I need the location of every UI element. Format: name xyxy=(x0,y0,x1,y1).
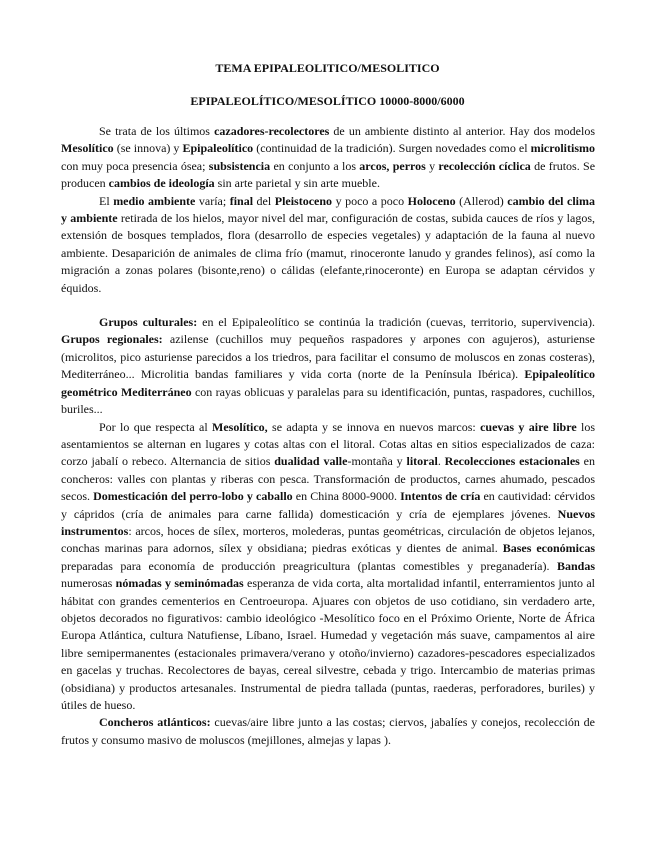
text-run: cuevas/aire libre junto a las costas; ciervos, jabalíes y conejos, recolección de frutos y consumo masivo de moluscos (mejillones, almejas y lapas ). xyxy=(61,715,595,747)
bold-term: cazadores-recolectores xyxy=(214,124,330,138)
bold-term: medio ambiente xyxy=(113,193,196,208)
document-body xyxy=(61,123,595,749)
paragraph-intro xyxy=(61,123,595,193)
bold-term: cambio del clima y ambiente xyxy=(61,193,595,226)
bold-term: litoral xyxy=(406,454,438,469)
text-run: -montaña y xyxy=(347,454,407,469)
bold-term: cambios de ideología xyxy=(108,176,215,191)
bold-term: Mesolítico, xyxy=(212,419,268,434)
paragraph-environment xyxy=(61,193,595,297)
text-run: sin arte parietal y sin arte mueble. xyxy=(214,176,380,191)
text-run: y xyxy=(425,158,439,173)
text-run: de un ambiente distinto al anterior. Hay dos modelos xyxy=(329,124,596,138)
text-run: Se trata de los últimos xyxy=(99,124,215,138)
text-run: del xyxy=(253,193,275,208)
text-run: varía; xyxy=(195,193,230,208)
text-run: . xyxy=(437,454,445,469)
bold-term: Bases económicas xyxy=(502,541,596,556)
bold-term: Nuevos instrumentos xyxy=(61,506,595,538)
text-run: azilense (cuchillos muy pequeños raspadores y arpones con agujeros), asturiense (microlitos, pico asturiense parecidos a los triedros, para facilitar el consumo de moluscos en zonas costeras), Mediterráneo... Microlitia bandas familiares y vida corta (norte de la Península Ibérica). xyxy=(61,332,595,382)
text-run: (Allerod) xyxy=(455,193,508,208)
bold-term: Epipaleolítico geométrico Mediterráneo xyxy=(61,367,595,399)
text-run: El xyxy=(99,193,114,208)
section-heading: EPIPALEOLÍTICO/MESOLÍTICO 10000-8000/6000 xyxy=(190,94,465,108)
bold-term: cuevas y aire libre xyxy=(480,419,577,434)
text-run: preparadas para economía de producción preagricultura (plantas comestibles y preganadería). xyxy=(61,558,557,573)
bold-term: Epipaleolítico xyxy=(182,141,254,156)
text-run: y poco a poco xyxy=(332,193,408,208)
text-run: esperanza de vida corta, alta mortalidad infantil, enterramientos junto al hábitat con grandes cementerios en Centroeuropa. Ajuares con objetos de uso cotidiano, sin verdadero arte, objetos decorados no figurativos: cambio ideológico -Mesolítico foco en el Próximo Oriente, Norte de África Europa Atlántica, cultura Natufiense, Líbano, Israel. Humedad y vegetación más suave, campamentos al aire libre semipermanentes (estacionales primavera/verano y otoño/invierno) cazadores-pescadores especializados en gacelas y truchas. Recolectores de bayas, cereal silvestre, cebada y trigo. Intercambio de materias primas (obsidiana) y productos artesanales. Instrumental de piedra tallada (puntas, raederas, perforadores, buriles) y útiles de hueso. xyxy=(61,576,596,712)
bold-term: recolección cíclica xyxy=(438,158,531,173)
text-run: en cautividad: cérvidos y cápridos (cría de animales para carne fallida) domesticación y cría de ejemplares jóvenes. xyxy=(61,489,595,521)
bold-term: microlitismo xyxy=(530,141,596,156)
text-run: los asentamientos se alternan en lugares y cotas altas con el litoral. Cotas altas en sitios especializados de caza: corzo jabalí o rebeco. Alternancia de sitios xyxy=(61,419,595,469)
text-run: numerosas xyxy=(61,576,116,591)
bold-term: Concheros atlánticos: xyxy=(99,715,211,730)
text-run: (se innova) y xyxy=(113,141,183,156)
bold-term: Pleistoceno xyxy=(274,193,333,208)
bold-term: dualidad valle xyxy=(274,454,348,469)
bold-term: Grupos culturales: xyxy=(99,315,198,330)
bold-term: Bandas xyxy=(556,558,595,573)
text-run: con rayas oblicuas y paralelas para su identificación, puntas, raspadores, cuchillos, buriles... xyxy=(61,384,596,417)
bold-term: subsistencia xyxy=(208,158,271,173)
text-run: se adapta y se innova en nuevos marcos: xyxy=(267,419,481,434)
bold-term: Grupos regionales: xyxy=(61,332,163,347)
text-run: con muy poca presencia ósea; xyxy=(61,158,209,173)
text-run: de frutos. Se producen xyxy=(61,158,596,191)
bold-term: Recolecciones estacionales xyxy=(444,454,580,469)
paragraph-atlantic-shell-middens xyxy=(61,714,595,749)
bold-term: Mesolítico xyxy=(61,141,114,156)
text-run: (continuidad de la tradición). Surgen novedades como el xyxy=(253,141,531,156)
page-title: TEMA EPIPALEOLITICO/MESOLITICO xyxy=(215,61,440,75)
text-run: Por lo que respecta al xyxy=(99,419,213,434)
text-run: en conjunto a los xyxy=(270,158,360,173)
bold-term: Domesticación del perro-lobo y caballo xyxy=(93,489,293,504)
bold-term: Intentos de cría xyxy=(400,489,481,504)
text-run: en concheros: valles con plantas y riberas con pesca. Transformación de productos, carnes ahumado, pescados secos. xyxy=(61,454,596,504)
paragraph-cultural-groups xyxy=(61,314,595,418)
text-run: retirada de los hielos, mayor nivel del mar, configuración de costas, subida cauces de ríos y lagos, extensión de bosques templados, flora (desarrollo de especies vegetales) y adaptación de la fauna al nuevo ambiente. Desaparición de animales de clima frío (mamut, rinoceronte lanudo y grandes felinos), así como la migración a zonas polares (bisonte,reno) o cálidas (elefante,rinoceronte) en Europa se adaptan cérvidos y équidos. xyxy=(61,211,595,295)
bold-term: final xyxy=(229,193,254,208)
bold-term: Holoceno xyxy=(407,193,456,208)
paragraph-mesolithic xyxy=(61,419,595,715)
text-run: en el Epipaleolítico se continúa la tradición (cuevas, territorio, supervivencia). xyxy=(197,315,595,330)
bold-term: nómadas y seminómadas xyxy=(115,576,244,591)
text-run: en China 8000-9000. xyxy=(292,489,401,504)
text-run: : arcos, hoces de sílex, morteros, molederas, puntas geométricas, circulación de objetos lejanos, conchas marinas para adornos, sílex y obsidiana; piedras exóticas y dientes de animal. xyxy=(61,523,595,556)
bold-term: arcos, perros xyxy=(359,158,426,173)
